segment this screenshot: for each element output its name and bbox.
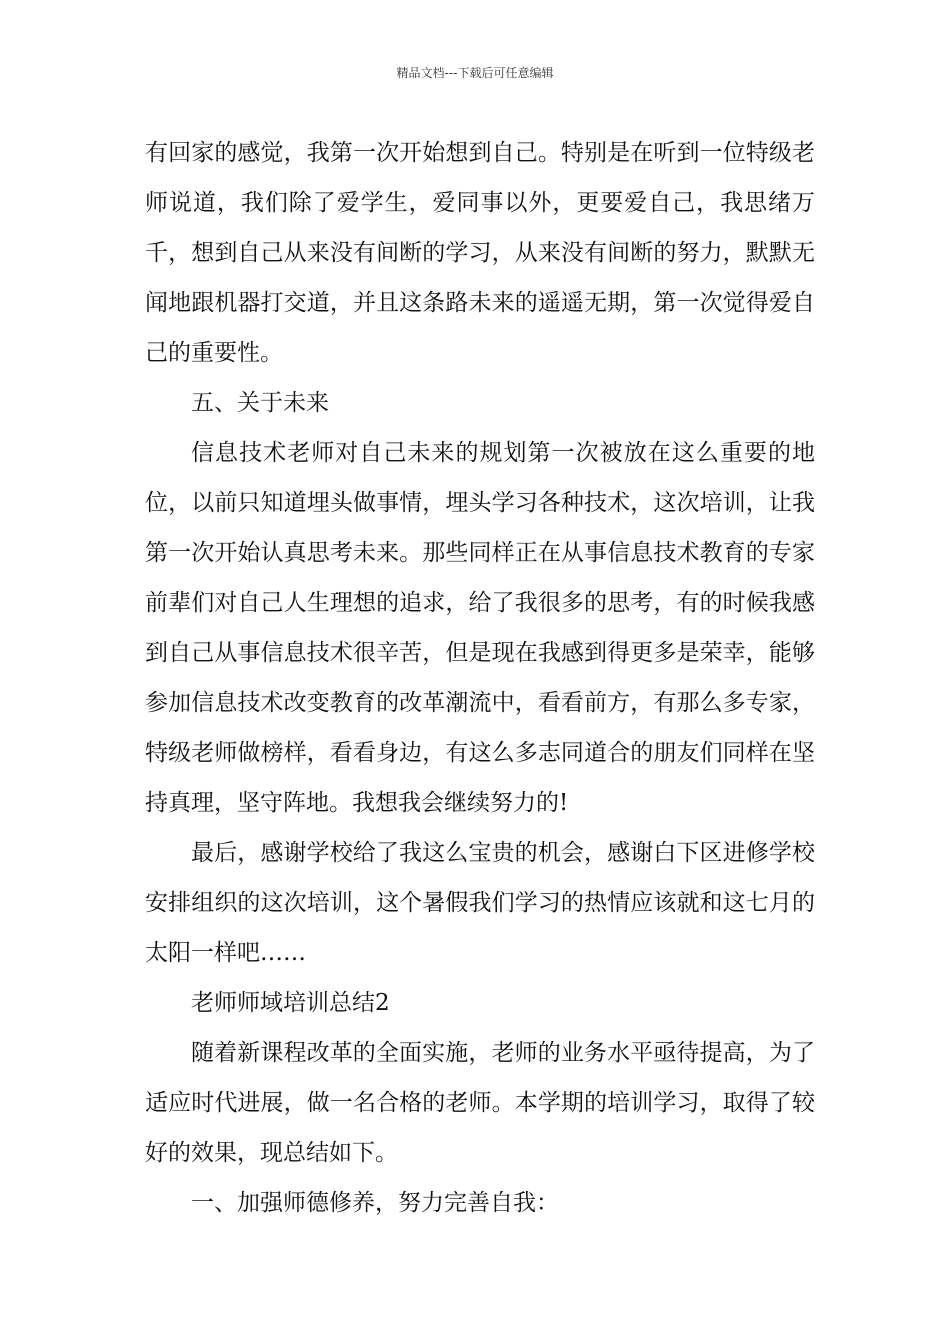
paragraph-thanks: 最后，感谢学校给了我这么宝贵的机会，感谢白下区进修学校安排组织的这次培训，这个暑假我们学习的热情应该就和这七月的太阳一样吧…… [145, 840, 815, 966]
section-heading-ethics: 一、加强师德修养，努力完善自我： [191, 1190, 559, 1216]
paragraph-intro: 随着新课程改革的全面实施，老师的业务水平亟待提高，为了适应时代进展，做一名合格的老师。本学期的培训学习，取得了较好的效果，现总结如下。 [145, 1040, 815, 1166]
document-body [145, 128, 815, 1228]
section-heading-future: 五、关于未来 [191, 390, 329, 416]
paragraph-future: 信息技术老师对自己未来的规划第一次被放在这么重要的地位，以前只知道埋头做事情，埋头学习各种技术，这次培训，让我第一次开始认真思考未来。那些同样正在从事信息技术教育的专家前辈们对自己人生理想的追求，给了我很多的思考，有的时候我感到自己从事信息技术很辛苦，但是现在我感到得更多是荣幸，能够参加信息技术改变教育的改革潮流中，看看前方，有那么多专家，特级老师做榜样，看看身边，有这么多志同道合的朋友们同样在坚持真理，坚守阵地。我想我会继续努力的! [145, 440, 815, 816]
paragraph-continuation: 有回家的感觉，我第一次开始想到自己。特别是在听到一位特级老师说道，我们除了爱学生，爱同事以外，更要爱自己，我思绪万千，想到自己从来没有间断的学习，从来没有间断的努力，默默无闻地跟机器打交道，并且这条路未来的遥遥无期，第一次觉得爱自己的重要性。 [145, 140, 815, 366]
page-header: 精品文档---下载后可任意编辑 [396, 66, 554, 80]
document-subtitle: 老师师域培训总结2 [191, 990, 390, 1016]
